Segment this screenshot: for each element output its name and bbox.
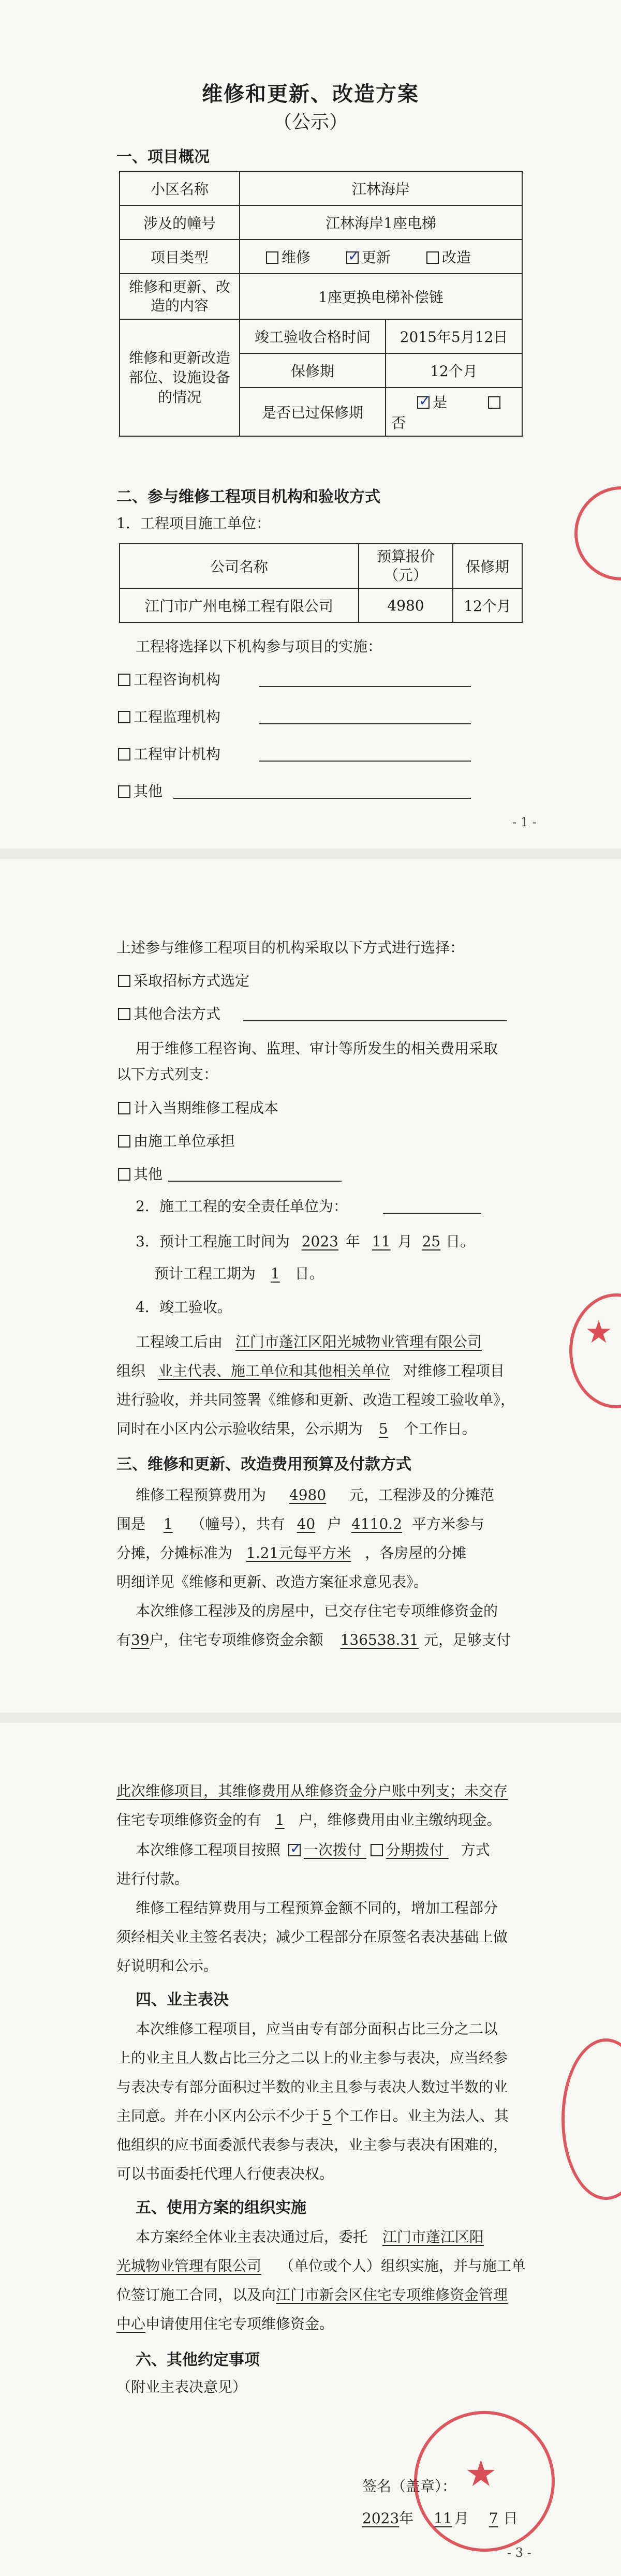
agency-consulting: 工程咨询机构 xyxy=(118,668,220,689)
community-label: 小区名称 xyxy=(120,171,240,205)
adjust-line2: 须经相关业主签名表决；减少工程部分在原签名表决基础上做 xyxy=(116,1928,508,1945)
safety-item: 2．施工工程的安全责任单位为： xyxy=(136,1198,348,1215)
section5-heading: 五、使用方案的组织实施 xyxy=(136,2199,306,2217)
agency-audit: 工程审计机构 xyxy=(118,743,220,764)
section2-heading: 二、参与维修工程项目机构和验收方式 xyxy=(116,488,380,506)
agency-audit-blank[interactable] xyxy=(259,761,471,762)
selection-other: 其他合法方式 xyxy=(118,1003,220,1023)
attachment-note: （附业主表决意见） xyxy=(116,2378,247,2395)
contractor-header-budget: 预算报价（元） xyxy=(359,544,453,588)
project-overview-table xyxy=(119,171,523,437)
expired-options: ✓是 否 xyxy=(386,388,522,436)
page-number-1: - 1 - xyxy=(512,815,537,829)
agencies-intro: 工程将选择以下机构参与项目的实施： xyxy=(136,638,382,655)
agency-supervision-blank[interactable] xyxy=(259,723,471,724)
selection-other-checkbox[interactable] xyxy=(118,1008,130,1020)
schedule-year: 2023 xyxy=(301,1233,338,1250)
acceptance-days: 5 xyxy=(378,1420,388,1437)
content-value: 1座更换电梯补偿链 xyxy=(240,274,522,319)
fee-option-contractor-checkbox[interactable] xyxy=(118,1135,130,1148)
schedule-month: 11 xyxy=(372,1233,391,1250)
scope-households: 40 xyxy=(297,1515,316,1532)
selection-tender-checkbox[interactable] xyxy=(118,975,130,987)
contractor-header-warranty: 保修期 xyxy=(453,544,522,588)
fee-option-cost: 计入当期维修工程成本 xyxy=(118,1097,278,1118)
acceptance-label: 竣工验收合格时间 xyxy=(240,319,386,353)
type-checkbox-repair[interactable] xyxy=(266,251,278,264)
agency-consulting-checkbox[interactable] xyxy=(118,674,130,686)
acceptance-line4: 同时在小区内公示验收结果，公示期为 5 个工作日。 xyxy=(116,1420,477,1437)
acceptance-parties: 业主代表、施工单位和其他相关单位 xyxy=(158,1362,390,1379)
signature-month: 11 xyxy=(434,2510,452,2527)
agency-other: 其他 xyxy=(118,780,162,801)
contractor-budget: 4980 xyxy=(359,588,453,622)
agency-audit-checkbox[interactable] xyxy=(118,748,130,761)
payment-options: ✓ 一次拨付 分期拨付 xyxy=(285,1841,452,1858)
fund-line3: 此次维修项目，其维修费用从维修资金分户账中列支；未交存 xyxy=(116,1782,508,1799)
impl-line2: 光城物业管理有限公司 （单位或个人）组织实施，并与施工单 xyxy=(116,2257,526,2274)
official-seal-3 xyxy=(561,2038,621,2200)
agency-other-blank[interactable] xyxy=(173,798,471,799)
period-days: 1 xyxy=(270,1265,280,1282)
section4-heading: 四、业主表决 xyxy=(136,1991,229,2009)
acceptance-line3: 进行验收，并共同签署《维修和更新、改造工程竣工验收单》， xyxy=(116,1391,515,1408)
agency-other-checkbox[interactable] xyxy=(118,785,130,798)
type-checkbox-renovate[interactable] xyxy=(426,251,439,264)
official-seal-1 xyxy=(574,486,621,580)
fund-unpaid-households: 1 xyxy=(275,1811,285,1828)
payment-installment-checkbox[interactable] xyxy=(371,1844,383,1856)
signature-year: 2023 xyxy=(362,2510,400,2527)
selection-other-blank[interactable] xyxy=(243,1020,507,1021)
budget-line2: 围是 1 （幢号），共有 40 户 4110.2 平方米参与 xyxy=(116,1515,484,1532)
impl-org-part1: 江门市蓬江区阳 xyxy=(382,2228,484,2245)
vote-line2: 上的业主且人数占比三分之二以上的业主参与表决，应当经参 xyxy=(116,2049,508,2066)
building-value: 江林海岸1座电梯 xyxy=(240,205,522,240)
schedule-item: 3．预计工程施工时间为 2023 年 11 月 25 日。 xyxy=(136,1233,475,1250)
fund-line4: 住宅专项维修资金的有 1 户，维修费用由业主缴纳现金。 xyxy=(116,1811,501,1828)
contractor-warranty: 12个月 xyxy=(453,588,522,622)
vote-line1: 本次维修工程项目，应当由专有部分面积占比三分之二以 xyxy=(136,2020,498,2037)
acceptance-org: 江门市蓬江区阳光城物业管理有限公司 xyxy=(235,1333,482,1350)
signature-label: 签名（盖章）： xyxy=(362,2478,457,2495)
impl-center-part1: 江门市新会区住宅专项维修资金管理 xyxy=(276,2286,508,2303)
type-checkbox-update[interactable] xyxy=(346,251,359,264)
expired-label: 是否已过保修期 xyxy=(240,388,386,436)
fee-intro-line1: 用于维修工程咨询、监理、审计等所发生的相关费用采取 xyxy=(136,1040,498,1057)
fee-intro-line2: 以下方式列支： xyxy=(116,1066,218,1083)
agency-supervision-checkbox[interactable] xyxy=(118,711,130,723)
document-title: 维修和更新、改造方案 xyxy=(202,82,419,106)
expired-checkbox-no[interactable] xyxy=(488,396,500,409)
signature-day: 7 xyxy=(489,2510,498,2527)
budget-line4: 明细详见《维修和更新、改造方案征求意见表》。 xyxy=(116,1573,428,1590)
adjust-line3: 好说明和公示。 xyxy=(116,1957,218,1974)
vote-line6: 可以书面委托代理人行使表决权。 xyxy=(116,2165,334,2182)
contractor-table xyxy=(119,543,523,623)
fee-option-other: 其他 xyxy=(118,1163,162,1184)
type-options: 维修 ✓ 更新 改造 xyxy=(240,240,522,274)
fund-households: 39 xyxy=(131,1631,150,1648)
vote-line4: 主同意。并在小区内公示不少于 5 个工作日。业主为法人、其 xyxy=(116,2107,509,2124)
seal-star-4: ★ xyxy=(465,2452,497,2495)
budget-line1: 维修工程预算费用为 4980 元，工程涉及的分摊范 xyxy=(136,1486,495,1503)
fee-option-contractor: 由施工单位承担 xyxy=(118,1130,235,1151)
warranty-value: 12个月 xyxy=(386,353,522,388)
fund-line1: 本次维修工程涉及的房屋中，已交存住宅专项维修资金的 xyxy=(136,1602,498,1619)
allocation-standard: 1.21元每平方米 xyxy=(246,1544,351,1561)
agency-consulting-blank[interactable] xyxy=(259,686,471,687)
page-number-3: - 3 - xyxy=(507,2545,531,2560)
expired-checkbox-yes[interactable] xyxy=(417,396,430,409)
selection-intro: 上述参与维修工程项目的机构采取以下方式进行选择： xyxy=(116,939,465,956)
section1-heading: 一、项目概况 xyxy=(116,148,210,166)
impl-line1: 本方案经全体业主表决通过后，委托 江门市蓬江区阳 xyxy=(136,2228,484,2245)
impl-line3: 位签订施工合同，以及向江门市新会区住宅专项维修资金管理 xyxy=(116,2286,508,2303)
impl-org-part2: 光城物业管理有限公司 xyxy=(116,2257,262,2274)
fee-option-other-blank[interactable] xyxy=(168,1181,342,1182)
facility-label: 维修和更新改造部位、设施设备的情况 xyxy=(120,319,240,436)
fee-option-other-checkbox[interactable] xyxy=(118,1168,130,1181)
type-label: 项目类型 xyxy=(120,240,240,274)
impl-center-part2: 中心 xyxy=(116,2315,146,2332)
document-page-3 xyxy=(0,1723,621,2576)
acceptance-item: 4．竣工验收。 xyxy=(136,1299,232,1316)
contractor-name: 江门市广州电梯工程有限公司 xyxy=(120,588,359,622)
budget-line3: 分摊，分摊标准为 1.21元每平方米 ，各房屋的分摊 xyxy=(116,1544,467,1561)
scope-area: 4110.2 xyxy=(351,1515,403,1532)
safety-blank[interactable] xyxy=(383,1213,481,1214)
schedule-day: 25 xyxy=(422,1233,441,1250)
acceptance-line1: 工程竣工后由 江门市蓬江区阳光城物业管理有限公司 xyxy=(136,1333,482,1350)
contractor-header-name: 公司名称 xyxy=(120,544,359,588)
document-page-1 xyxy=(0,0,621,848)
payment-line2: 进行付款。 xyxy=(116,1870,189,1887)
vote-line3: 与表决专有部分面积过半数的业主且参与表决人数过半数的业 xyxy=(116,2078,508,2095)
warranty-label: 保修期 xyxy=(240,353,386,388)
signature-date: 2023年 11 月 7 日 xyxy=(362,2510,518,2527)
acceptance-line2: 组织 业主代表、施工单位和其他相关单位 对维修工程项目 xyxy=(116,1362,505,1379)
fee-option-cost-checkbox[interactable] xyxy=(118,1102,130,1114)
selection-tender: 采取招标方式选定 xyxy=(118,970,249,990)
period-line: 预计工程工期为 1 日。 xyxy=(154,1265,324,1282)
section6-heading: 六、其他约定事项 xyxy=(136,2351,260,2369)
vote-line5: 他组织的应书面委派代表参与表决，业主参与表决有困难的， xyxy=(116,2136,508,2153)
impl-line4: 中心申请使用住宅专项维修资金。 xyxy=(116,2315,334,2332)
payment-once-checkbox[interactable] xyxy=(288,1844,301,1856)
contractor-item: 1．工程项目施工单位： xyxy=(116,515,271,532)
scope-buildings: 1 xyxy=(163,1515,173,1532)
agency-supervision: 工程监理机构 xyxy=(118,706,220,726)
section3-heading: 三、维修和更新、改造费用预算及付款方式 xyxy=(116,1455,411,1473)
community-value: 江林海岸 xyxy=(240,171,522,205)
adjust-line1: 维修工程结算费用与工程预算金额不同的，增加工程部分 xyxy=(136,1899,498,1916)
seal-star-2: ★ xyxy=(585,1314,613,1350)
acceptance-value: 2015年5月12日 xyxy=(386,319,522,353)
official-seal-2 xyxy=(569,1293,621,1408)
content-label: 维修和更新、改造的内容 xyxy=(120,274,240,319)
vote-notice-days: 5 xyxy=(322,2107,332,2124)
fund-balance: 136538.31 xyxy=(340,1631,419,1648)
document-subtitle: （公示） xyxy=(273,112,348,133)
payment-line1: 本次维修工程项目按照 ✓ 一次拨付 分期拨付 方式 xyxy=(136,1839,490,1859)
fund-line2: 有39户，住宅专项维修资金余额 136538.31 元，足够支付 xyxy=(116,1631,511,1648)
building-label: 涉及的幢号 xyxy=(120,205,240,240)
budget-value: 4980 xyxy=(289,1486,327,1503)
document-page-2 xyxy=(0,859,621,1713)
